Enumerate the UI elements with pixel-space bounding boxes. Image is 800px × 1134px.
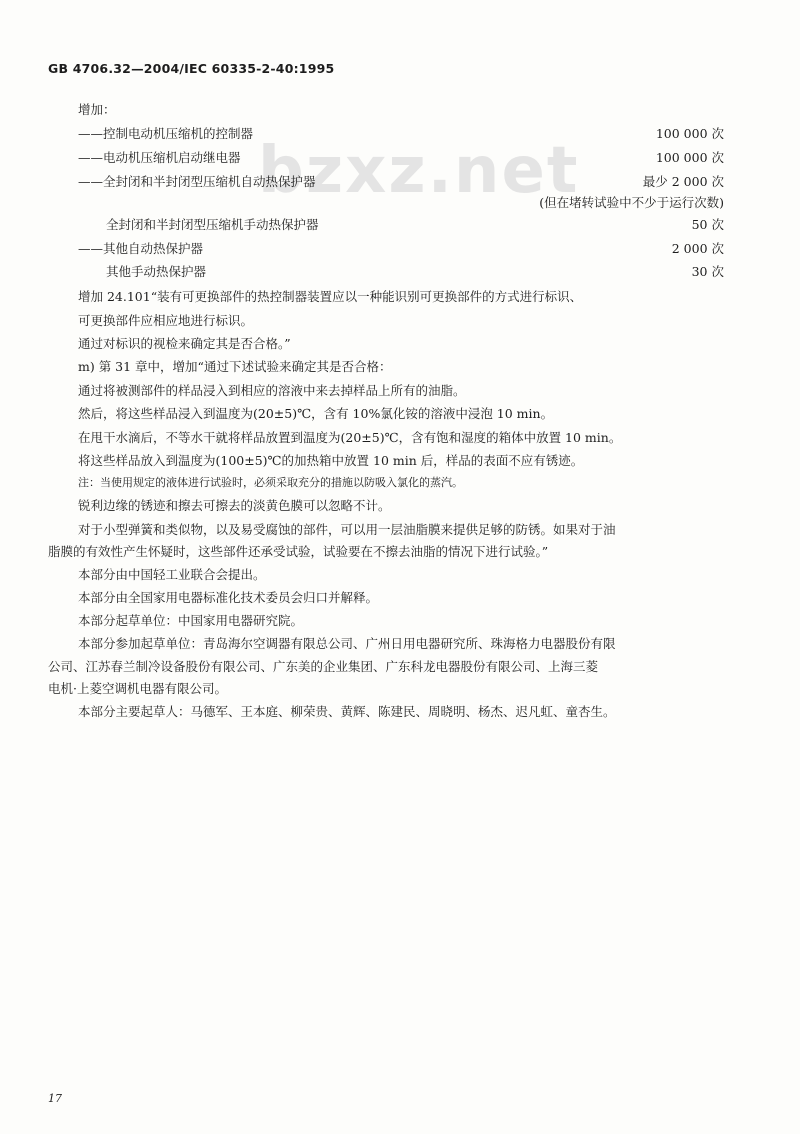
paragraph: 通过将被测部件的样品浸入到相应的溶液中来去掉样品上所有的油脂。 xyxy=(78,383,466,398)
list-item-text: ——电动机压缩机启动继电器 xyxy=(78,150,241,165)
list-item-value: (但在堵转试验中不少于运行次数) xyxy=(539,195,724,210)
paragraph: 电机·上菱空调机电器有限公司。 xyxy=(48,681,227,696)
list-item xyxy=(106,215,724,235)
list-item xyxy=(106,262,724,282)
list-item-value: 100 000 次 xyxy=(655,126,724,141)
list-item xyxy=(78,172,724,192)
paragraph: 本部分起草单位：中国家用电器研究院。 xyxy=(78,613,304,628)
list-item-value: 2 000 次 xyxy=(671,241,724,256)
paragraph: 然后，将这些样品浸入到温度为(20±5)℃，含有 10%氯化铵的溶液中浸泡 10 min。 xyxy=(78,406,554,421)
list-item-text: ——控制电动机压缩机的控制器 xyxy=(78,126,254,141)
list-item-text: ——全封闭和半封闭型压缩机自动热保护器 xyxy=(78,174,316,189)
list-item xyxy=(78,124,724,144)
list-item-text: ——其他自动热保护器 xyxy=(78,241,204,256)
paragraph: 增加 24.101“装有可更换部件的热控制器装置应以一种能识别可更换部件的方式进行标识、 xyxy=(78,289,583,304)
paragraph: 公司、江苏春兰制冷设备股份有限公司、广东美的企业集团、广东科龙电器股份有限公司、上海三菱 xyxy=(48,659,599,674)
paragraph: 在甩干水滴后，不等水干就将样品放置到温度为(20±5)℃，含有饱和湿度的箱体中放置 10 min。 xyxy=(78,430,622,445)
list-item-text: 全封闭和半封闭型压缩机手动热保护器 xyxy=(106,217,319,232)
paragraph: 可更换部件应相应地进行标识。 xyxy=(78,313,254,328)
list-item-text: 其他手动热保护器 xyxy=(106,264,207,279)
list-item xyxy=(78,148,724,168)
list-item-value: 最少 2 000 次 xyxy=(642,174,724,189)
page-number: 17 xyxy=(48,1092,62,1105)
paragraph: 本部分主要起草人：马德军、王本庭、柳荣贵、黄辉、陈建民、周晓明、杨杰、迟凡虹、童杏生。 xyxy=(78,704,616,719)
note: 注：当使用规定的液体进行试验时，必须采取充分的措施以防吸入氯化的蒸汽。 xyxy=(78,476,463,489)
list-item-value: 100 000 次 xyxy=(655,150,724,165)
paragraph: 通过对标识的视检来确定其是否合格。” xyxy=(78,336,291,351)
paragraph: 将这些样品放入到温度为(100±5)℃的加热箱中放置 10 min 后，样品的表面不应有锈迹。 xyxy=(78,453,584,468)
paragraph: 本部分由中国轻工业联合会提出。 xyxy=(78,567,266,582)
standard-code-header: GB 4706.32—2004/IEC 60335-2-40:1995 xyxy=(48,61,335,76)
list-item xyxy=(78,193,724,213)
list-intro: 增加： xyxy=(78,102,116,117)
list-item-value: 30 次 xyxy=(691,264,724,279)
paragraph: 本部分由全国家用电器标准化技术委员会归口并解释。 xyxy=(78,590,379,605)
paragraph: 对于小型弹簧和类似物，以及易受腐蚀的部件，可以用一层油脂膜来提供足够的防锈。如果对于油 xyxy=(78,522,616,537)
watermark: bzxz.net xyxy=(258,134,580,208)
list-item-value: 50 次 xyxy=(691,217,724,232)
paragraph: m) 第 31 章中，增加“通过下述试验来确定其是否合格： xyxy=(78,359,392,374)
list-item xyxy=(78,239,724,259)
paragraph: 本部分参加起草单位：青岛海尔空调器有限总公司、广州日用电器研究所、珠海格力电器股份有限 xyxy=(78,636,616,651)
paragraph: 锐利边缘的锈迹和擦去可擦去的淡黄色膜可以忽略不计。 xyxy=(78,498,391,513)
paragraph: 脂膜的有效性产生怀疑时，这些部件还承受试验，试验要在不擦去油脂的情况下进行试验。” xyxy=(48,544,549,559)
